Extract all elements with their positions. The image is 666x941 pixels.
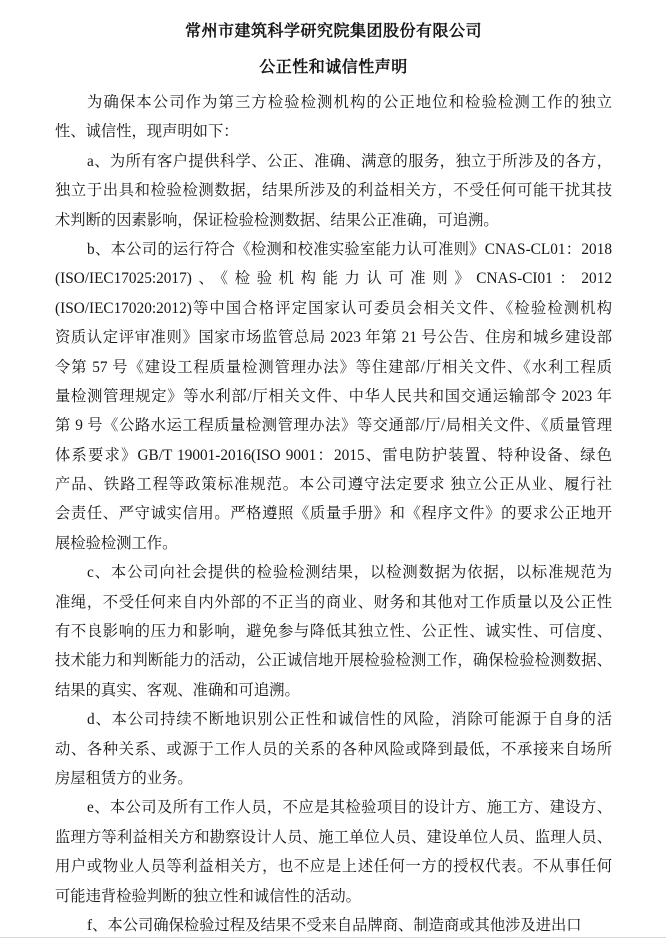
statement-title: 公正性和诚信性声明 <box>259 59 408 76</box>
text-line: d、本公司持续不断地识别公正性和诚信性的风险，消除可能源于自身的活 <box>87 711 612 729</box>
text-line: a、为所有客户提供科学、公正、准确、满意的服务，独立于所涉及的各方， <box>87 152 612 170</box>
paragraph-e <box>55 793 612 911</box>
text-line: 为确保本公司作为第三方检验检测机构的公正地位和检验检测工作的独立 <box>87 94 612 111</box>
text-line: 体系要求》GB/T 19001-2016(ISO 9001：2015、雷电防护装置、特种设备、绿色 <box>55 446 612 464</box>
paragraph-c <box>55 558 612 705</box>
text-line: 结果的真实、客观、准确和可追溯。 <box>55 681 300 699</box>
text-line: 监理方等利益相关方和勘察设计人员、施工单位人员、建设单位人员、监理人员、 <box>55 828 612 846</box>
page-bottom-divider <box>0 937 666 938</box>
text-line: b、本公司的运行符合《检测和校准实验室能力认可准则》CNAS-CL01：2018 <box>87 240 612 258</box>
text-line: 独立于出具和检验检测数据，结果所涉及的利益相关方，不受任何可能干扰其技 <box>55 182 612 200</box>
text-line: 用户或物业人员等利益相关方，也不应是上述任何一方的授权代表。不从事任何 <box>55 858 612 876</box>
company-title: 常州市建筑科学研究院集团股份有限公司 <box>184 23 482 40</box>
text-line: f、本公司确保检验过程及结果不受来自品牌商、制造商或其他涉及进出口 <box>87 916 582 934</box>
text-line: 性、诚信性，现声明如下： <box>55 123 239 141</box>
text-line: e、本公司及所有工作人员，不应是其检验项目的设计方、施工方、建设方、 <box>87 799 612 817</box>
text-line: 动、各种关系、或源于工作人员的关系的各种风险或降到最低，不承接来自场所 <box>55 740 612 758</box>
paragraph-d <box>55 705 612 793</box>
text-line: 资质认定评审准则》国家市场监管总局 2023 年第 21 号公告、住房和城乡建设部 <box>55 329 612 347</box>
text-line: 产品、铁路工程等政策标准规范。本公司遵守法定要求 独立公正从业、履行社 <box>55 476 612 494</box>
text-line: 房屋租赁方的业务。 <box>55 769 193 787</box>
text-line: 量检测管理规定》等水利部/厅相关文件、中华人民共和国交通运输部令 2023 年 <box>55 387 612 405</box>
text-line: 术判断的因素影响，保证检验检测数据、结果公正准确，可追溯。 <box>55 211 499 229</box>
text-line: 有不良影响的压力和影响，避免参与降低其独立性、公正性、诚实性、可信度、 <box>55 623 612 641</box>
paragraph-a <box>55 147 612 235</box>
text-line: 会责任、严守诚实信用。严格遵照《质量手册》和《程序文件》的要求公正地开 <box>55 505 612 523</box>
text-line: 展检验检测工作。 <box>55 534 178 552</box>
text-line: 技术能力和判断能力的活动，公正诚信地开展检验检测工作，确保检验检测数据、 <box>55 652 612 670</box>
document-body <box>55 88 612 940</box>
paragraph-f <box>55 911 612 940</box>
paragraph-b <box>55 235 612 558</box>
text-line: c、本公司向社会提供的检验检测结果，以检测数据为依据，以标准规范为 <box>87 564 612 582</box>
text-line: (ISO/IEC17025:2017)、《检验机构能力认可准则》CNAS-CI01：2012 <box>55 270 612 288</box>
text-line: 可能违背检验判断的独立性和诚信性的活动。 <box>55 887 361 905</box>
paragraph-intro <box>55 88 612 147</box>
text-line: 第 9 号《公路水运工程质量检测管理办法》等交通部/厅/局相关文件、《质量管理 <box>55 417 612 435</box>
text-line: (ISO/IEC17020:2012)等中国合格评定国家认可委员会相关文件、《检验检测机构 <box>55 299 612 317</box>
text-line: 准绳，不受任何来自内外部的不正当的商业、财务和其他对工作质量以及公正性 <box>55 593 612 611</box>
text-line: 令第 57 号《建设工程质量检测管理办法》等住建部/厅相关文件、《水利工程质 <box>55 358 612 376</box>
